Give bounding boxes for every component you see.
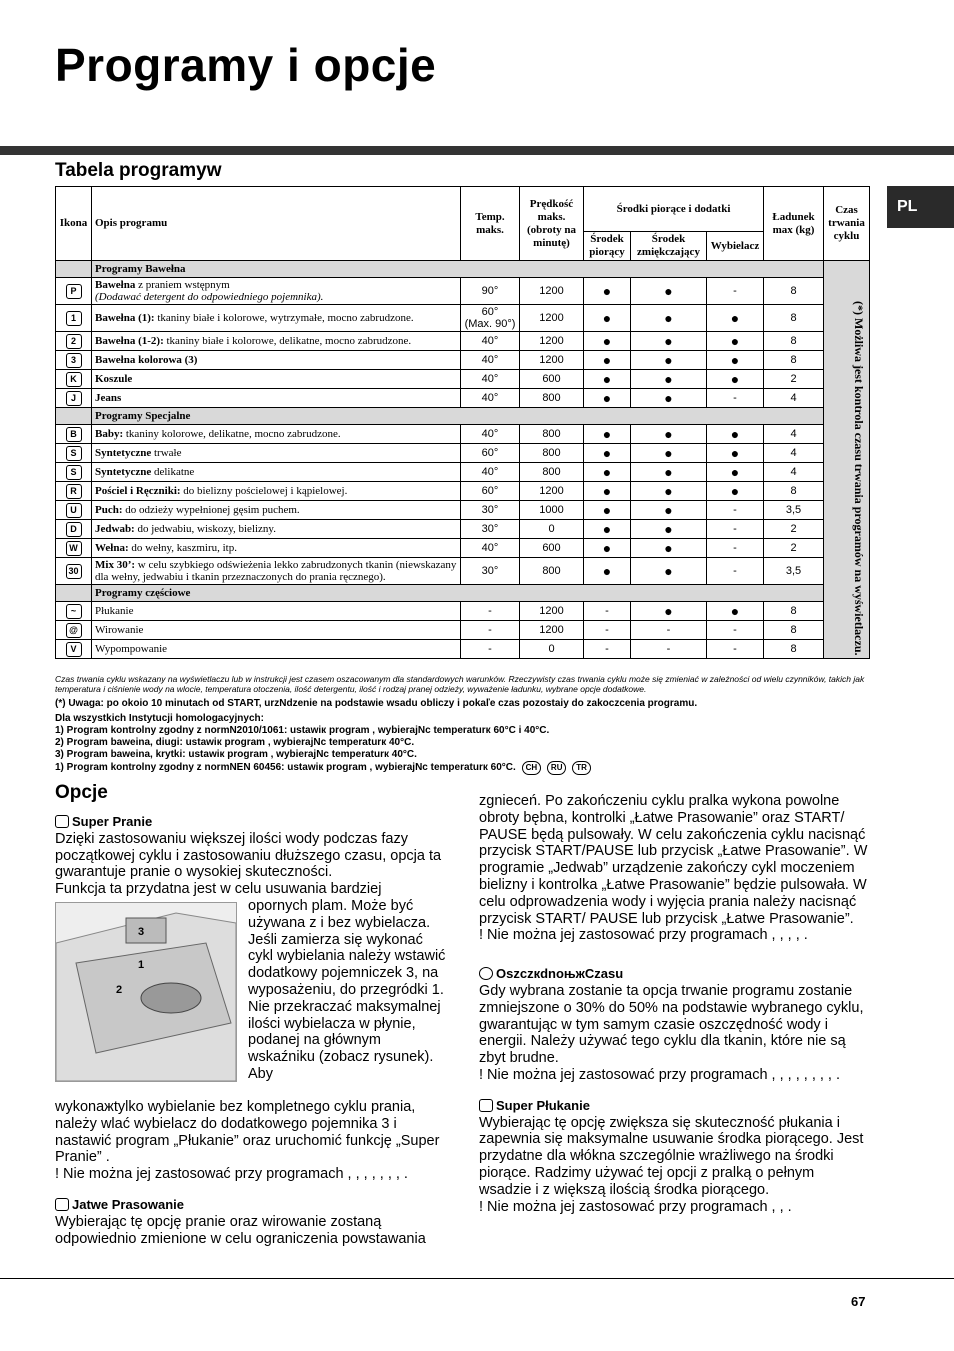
homologation-line: 1) Program kontrolny zgodny z normN2010/1061: ustawiк program , wybierajNc temperaturк 60°C i 40°C.	[55, 725, 550, 736]
temp-value: 30°	[481, 523, 499, 535]
softener-cell: -	[631, 640, 707, 659]
country-badge: CH	[522, 761, 542, 775]
program-name: Jedwab:	[95, 523, 135, 535]
program-icon: @	[66, 623, 82, 638]
detergent-cell: ●	[584, 558, 631, 585]
program-name: Jeans	[95, 392, 122, 404]
program-icon: ~	[66, 604, 82, 619]
bleach-cell: -	[707, 520, 764, 539]
super-rinse-heading: Super Płukanie	[496, 1097, 590, 1113]
bleach-cell: -	[707, 558, 764, 585]
program-icon-cell	[56, 621, 92, 640]
detergent-cell: ●	[584, 389, 631, 408]
program-name: Bawełna kolorowa (3)	[95, 354, 198, 366]
temp-value: 60°	[481, 306, 499, 318]
detergent-cell: ●	[584, 482, 631, 501]
bleach-cell: ●	[707, 351, 764, 370]
bottom-divider	[0, 1278, 954, 1279]
homologation-block	[55, 713, 591, 775]
temp-value: 30°	[481, 565, 499, 577]
softener-cell: ●	[631, 305, 707, 332]
temp-cell	[461, 539, 520, 558]
table-row	[56, 278, 870, 305]
speed-cell: 1200	[520, 351, 584, 370]
super-wash-text-wrap: opornych plam. Może być używana z i bez wybielacza. Jeśli zamierza się wykonać cykl wybielania należy wstawić dodatkowy pojemniczek 3, na wyposażeniu, do przegródki 1. Nie przekraczać maksymalnej ilości wybielacza w płynie, podanej na głównym wskaźniku (zobacz rysunek). Aby	[248, 898, 446, 1082]
super-rinse-warning: ! Nie można jej zastosować przy programach , , .	[479, 1198, 792, 1215]
program-name: Syntetyczne	[95, 447, 152, 459]
program-description	[92, 370, 461, 389]
temp-value: 40°	[481, 373, 499, 385]
table-row	[56, 640, 870, 659]
program-description	[92, 463, 461, 482]
temp-cell	[461, 351, 520, 370]
table-row	[56, 444, 870, 463]
program-icon: K	[66, 372, 82, 387]
program-description	[92, 389, 461, 408]
country-badge: RU	[547, 761, 567, 775]
program-icon: J	[66, 391, 82, 406]
temp-value: 60°	[481, 485, 499, 497]
table-row	[56, 482, 870, 501]
softener-cell: ●	[631, 520, 707, 539]
detergent-cell: ●	[584, 332, 631, 351]
softener-cell: ●	[631, 389, 707, 408]
header-agents: Środki piorące i dodatki	[584, 187, 764, 232]
detergent-cell: -	[584, 602, 631, 621]
temp-cell	[461, 602, 520, 621]
speed-cell: 1200	[520, 482, 584, 501]
program-icon-cell	[56, 278, 92, 305]
program-text: Wirowanie	[95, 624, 144, 636]
program-description	[92, 444, 461, 463]
program-text: Wypompowanie	[95, 643, 168, 655]
program-icon: 3	[66, 353, 82, 368]
speed-cell: 0	[520, 520, 584, 539]
time-saver-heading: OszczкdnoњжCzasu	[496, 966, 624, 982]
duration-note: Czas trwania cyklu wskazany na wyświetlaczu lub w instrukcji jest czasem oszacowanym dla standardowych warunków. Rzeczywisty czas trwania cyklu może się zmieniać w zależności od wielu czynników, takich jak temperatura i ciśnienie wody na wlocie, temperatura otoczenia, ilość detergentu, ilość i rodzaj pranej odzieży, wyważenie ładunku, wybrane opcje dodatkowe.	[55, 674, 865, 694]
program-icon-cell	[56, 305, 92, 332]
table-row	[56, 332, 870, 351]
bleach-cell: -	[707, 278, 764, 305]
program-text: do wełny, kaszmiru, itp.	[128, 542, 237, 554]
program-icon: D	[66, 522, 82, 537]
softener-cell: ●	[631, 444, 707, 463]
temp-max: (Max. 90°)	[464, 318, 516, 330]
speed-cell: 0	[520, 640, 584, 659]
speed-cell: 800	[520, 425, 584, 444]
speed-cell: 800	[520, 463, 584, 482]
program-icon-cell	[56, 332, 92, 351]
temp-cell	[461, 501, 520, 520]
top-divider	[0, 146, 954, 155]
speed-cell: 600	[520, 539, 584, 558]
table-row	[56, 351, 870, 370]
softener-cell: ●	[631, 332, 707, 351]
easy-iron-text: zgnieceń. Po zakończeniu cyklu pralka wykona powolne obroty bębna, kontrolki „Łatwe Prasowanie” oraz START/ PAUSE będą pulsowały. W celu zakończenia cyklu nacisnąć przycisk START/PAUSE lub przycisk „Łatwe Prasowanie”. W programie „Jedwab” urządzenie zakończy cykl moczeniem bielizny i kontrolka „Łatwe Prasowanie” będzie pulsowała. W celu odprowadzenia wody i wyjęcia prania należy nacisnąć przycisk START/ PAUSE lub przycisk „Łatwe Prasowanie”.	[479, 793, 868, 927]
program-icon-cell	[56, 602, 92, 621]
program-description	[92, 305, 461, 332]
super-wash-text: Funkcja ta przydatna jest w celu usuwania bardziej	[55, 881, 382, 898]
temp-value: 40°	[481, 428, 499, 440]
section-title: Programy Specjalne	[92, 408, 824, 425]
speed-cell: 1200	[520, 305, 584, 332]
temp-value: -	[488, 643, 492, 655]
section-icon-cell	[56, 408, 92, 425]
speed-cell: 1200	[520, 602, 584, 621]
load-cell: 3,5	[764, 501, 824, 520]
detergent-cell: -	[584, 621, 631, 640]
super-wash-heading: Super Pranie	[72, 814, 153, 829]
easy-iron-text: Wybierając tę opcję pranie oraz wirowanie zostaną odpowiednio zmienione w celu ograniczenia powstawania	[55, 1213, 426, 1247]
header-desc: Opis programu	[92, 187, 461, 261]
speed-cell: 1200	[520, 621, 584, 640]
super-wash-text: wykonaжtylko wybielanie bez kompletnego cyklu prania, należy wlać wybielacz do dodatkowego pojemnika 3 i nastawić program „Płukanie” oraz uruchomić funkcję „Super Pranie” .	[55, 1099, 440, 1166]
table-row	[56, 389, 870, 408]
program-icon-cell	[56, 482, 92, 501]
detergent-cell: ●	[584, 305, 631, 332]
label-1: 1	[138, 959, 145, 971]
temp-cell	[461, 640, 520, 659]
program-text: tkaniny białe i kolorowe, delikatne, mocno zabrudzone.	[163, 335, 412, 347]
temp-value: 40°	[481, 392, 499, 404]
program-name: Wełna:	[95, 542, 129, 554]
bleach-cell: -	[707, 640, 764, 659]
bleach-cell: ●	[707, 332, 764, 351]
table-row	[56, 558, 870, 585]
super-rinse-icon	[479, 1099, 493, 1112]
load-cell: 8	[764, 602, 824, 621]
load-cell: 8	[764, 305, 824, 332]
load-cell: 8	[764, 351, 824, 370]
bleach-cell: -	[707, 539, 764, 558]
program-icon-cell	[56, 463, 92, 482]
softener-cell: ●	[631, 351, 707, 370]
softener-cell: ●	[631, 278, 707, 305]
temp-value: -	[488, 605, 492, 617]
speed-cell: 1200	[520, 332, 584, 351]
temp-value: 40°	[481, 354, 499, 366]
program-name: Puch:	[95, 504, 123, 516]
program-description	[92, 351, 461, 370]
options-right-column	[479, 793, 869, 1215]
temp-cell	[461, 425, 520, 444]
detergent-cell: ●	[584, 520, 631, 539]
bleach-cell: -	[707, 621, 764, 640]
label-2: 2	[116, 984, 123, 996]
program-icon: S	[66, 465, 82, 480]
detergent-cell: ●	[584, 351, 631, 370]
header-icon: Ikona	[56, 187, 92, 261]
temp-cell	[461, 621, 520, 640]
table-row	[56, 425, 870, 444]
label-3: 3	[138, 926, 145, 938]
temp-cell	[461, 389, 520, 408]
table-row	[56, 539, 870, 558]
softener-cell: ●	[631, 602, 707, 621]
bleach-cell: -	[707, 501, 764, 520]
program-description	[92, 520, 461, 539]
header-detergent: Środek piorący	[584, 232, 631, 261]
temp-value: 60°	[481, 447, 499, 459]
program-description	[92, 482, 461, 501]
language-tab: PL	[887, 186, 954, 228]
load-cell: 2	[764, 370, 824, 389]
super-rinse-text: Wybierając tę opcję zwiększa się skuteczność płukania i zapewnia się maksymalne usuwanie środka piorącego. Jest przydatne dla włókna szczególnie wrażliwego na środki piorące. Radzimy używać tej opcji z pralką o pełnym wsadzie i z większą ilością środka piorącego.	[479, 1114, 864, 1198]
super-wash-text: Dzięki zastosowaniu większej ilości wody podczas fazy początkowej cyklu i zastosowaniu dłuższego czasu, opcja ta gwarantuje pranie o wysokiej skuteczności.	[55, 830, 442, 881]
program-name: Bawełna (1-2):	[95, 335, 164, 347]
program-icon: 1	[66, 311, 82, 326]
program-description	[92, 558, 461, 585]
duration-side-note: (*) Możliwa jest kontrola czasu trwania programów na wyświetlaczu.	[824, 261, 870, 659]
program-name: Koszule	[95, 373, 133, 385]
temp-cell	[461, 558, 520, 585]
program-icon-cell	[56, 351, 92, 370]
program-name: Bawełna (1):	[95, 312, 155, 324]
program-text: delikatne	[151, 466, 195, 478]
detergent-cell: ●	[584, 444, 631, 463]
bleach-cell: ●	[707, 444, 764, 463]
temp-value: 40°	[481, 335, 499, 347]
temp-value: -	[488, 624, 492, 636]
load-cell: 8	[764, 640, 824, 659]
program-description	[92, 539, 461, 558]
detergent-cell: ●	[584, 278, 631, 305]
section-title: Programy Bawełna	[92, 261, 824, 278]
program-description	[92, 640, 461, 659]
header-time: Czas trwania cyklu	[824, 187, 870, 261]
program-description	[92, 278, 461, 305]
header-speed: Prędkość maks. (obroty na minutę)	[520, 187, 584, 261]
easy-iron-warning: ! Nie można jej zastosować przy programach , , , , .	[479, 927, 808, 944]
program-icon: P	[66, 284, 82, 299]
header-softener: Środek zmiękczający	[631, 232, 707, 261]
options-left-column-bottom	[55, 1099, 445, 1247]
warning-note: (*) Uwaga: po okoio 10 minutach od START, urzNdzenie na podstawie wsadu obliczy i pokaľe czas pozostaiy do zakoczcenia programu.	[55, 698, 698, 709]
header-bleach: Wybielacz	[707, 232, 764, 261]
table-row	[56, 305, 870, 332]
program-table	[55, 186, 870, 659]
temp-cell	[461, 332, 520, 351]
load-cell: 8	[764, 482, 824, 501]
speed-cell: 800	[520, 444, 584, 463]
speed-cell: 800	[520, 558, 584, 585]
softener-cell: ●	[631, 463, 707, 482]
program-text: do jedwabiu, wiskozy, bielizny.	[134, 523, 276, 535]
program-description	[92, 602, 461, 621]
program-name: Mix 30’:	[95, 559, 136, 571]
section-row	[56, 408, 870, 425]
super-wash-warning: ! Nie można jej zastosować przy programach , , , , , , , .	[55, 1166, 408, 1183]
load-cell: 8	[764, 332, 824, 351]
temp-value: 40°	[481, 466, 499, 478]
speed-cell: 600	[520, 370, 584, 389]
load-cell: 4	[764, 463, 824, 482]
section-row	[56, 585, 870, 602]
table-row	[56, 520, 870, 539]
page-title: Programy i opcje	[55, 39, 437, 91]
speed-cell: 1200	[520, 278, 584, 305]
program-description	[92, 621, 461, 640]
program-icon: 2	[66, 334, 82, 349]
detergent-cell: ●	[584, 370, 631, 389]
detergent-cell: ●	[584, 425, 631, 444]
program-name: Bawełna	[95, 279, 136, 291]
program-text: do odzieży wypełnionej gęsim puchem.	[122, 504, 300, 516]
load-cell: 2	[764, 539, 824, 558]
program-icon: V	[66, 642, 82, 657]
time-saver-warning: ! Nie można jej zastosować przy programach , , , , , , , , .	[479, 1066, 841, 1083]
header-load: Ładunek max (kg)	[764, 187, 824, 261]
section-row	[56, 261, 870, 278]
program-description	[92, 425, 461, 444]
country-badge: TR	[572, 761, 591, 775]
detergent-cell: ●	[584, 501, 631, 520]
load-cell: 4	[764, 389, 824, 408]
homologation-line: 2) Program baweina, diugi: ustawiк program , wybierajNc temperaturк 40°C.	[55, 737, 415, 748]
homologation-line: 1) Program kontrolny zgodny z normNEN 60456: ustawiк program , wybierajNc temperaturк 60°C. CH RU TR	[55, 761, 591, 775]
temp-cell	[461, 444, 520, 463]
table-row	[56, 370, 870, 389]
page-number: 67	[851, 1294, 866, 1309]
homologation-title: Dla wszystkich Instytucji homologacyjnych:	[55, 713, 264, 724]
section-icon-cell	[56, 585, 92, 602]
program-icon-cell	[56, 389, 92, 408]
program-icon: U	[66, 503, 82, 518]
bleach-cell: ●	[707, 482, 764, 501]
time-saver-text: Gdy wybrana zostanie ta opcja trwanie programu zostanie zmniejszone o 30% do 50% na podstawie wybranego cyklu, gwarantując w tym samym czasie oszczędność wody i energii. Należy używać tego cyklu dla tkanin, które nie są zbyt brudne.	[479, 982, 864, 1067]
program-icon-cell	[56, 539, 92, 558]
program-name: Pościel i Ręczniki:	[95, 485, 181, 497]
program-icon-cell	[56, 501, 92, 520]
options-title: Opcje	[55, 782, 108, 803]
program-name: Syntetyczne	[95, 466, 152, 478]
homologation-line: 3) Program baweina, krytki: ustawiк program , wybierajNc temperaturк 40°C.	[55, 749, 417, 760]
speed-cell: 800	[520, 389, 584, 408]
bleach-cell: ●	[707, 305, 764, 332]
program-icon-cell	[56, 370, 92, 389]
softener-cell: ●	[631, 482, 707, 501]
speed-cell: 1000	[520, 501, 584, 520]
program-name: Baby:	[95, 428, 124, 440]
program-icon-cell	[56, 444, 92, 463]
program-description	[92, 332, 461, 351]
temp-cell	[461, 278, 520, 305]
temp-value: 30°	[481, 504, 499, 516]
program-text: tkaniny kolorowe, delikatne, mocno zabrudzone.	[123, 428, 341, 440]
program-text: Płukanie	[95, 605, 134, 617]
load-cell: 3,5	[764, 558, 824, 585]
program-icon: 30	[66, 564, 82, 579]
program-icon-cell	[56, 558, 92, 585]
temp-value: 90°	[481, 285, 499, 297]
table-row	[56, 501, 870, 520]
load-cell: 2	[764, 520, 824, 539]
softener-cell: ●	[631, 558, 707, 585]
header-temp: Temp. maks.	[461, 187, 520, 261]
softener-cell: -	[631, 621, 707, 640]
program-table-body	[56, 261, 870, 659]
detergent-cell: ●	[584, 463, 631, 482]
load-cell: 8	[764, 621, 824, 640]
program-icon: B	[66, 427, 82, 442]
super-wash-icon	[55, 815, 69, 828]
load-cell: 4	[764, 444, 824, 463]
program-note: (Dodawać detergent do odpowiedniego pojemnika).	[95, 291, 324, 303]
table-row	[56, 602, 870, 621]
detergent-cell: ●	[584, 539, 631, 558]
bleach-cell: -	[707, 389, 764, 408]
bleach-cell: ●	[707, 463, 764, 482]
program-text: tkaniny białe i kolorowe, wytrzymałe, mocno zabrudzone.	[154, 312, 414, 324]
dispenser-drawer-image	[55, 902, 237, 1082]
temp-cell	[461, 463, 520, 482]
table-title: Tabela programyw	[55, 160, 222, 181]
program-text: do bielizny pościelowej i kąpielowej.	[180, 485, 348, 497]
program-text: z praniem wstępnym	[135, 279, 230, 291]
table-row	[56, 621, 870, 640]
easy-iron-heading: Jatwe Prasowanie	[72, 1196, 184, 1212]
program-description	[92, 501, 461, 520]
section-title: Programy częściowe	[92, 585, 824, 602]
table-row	[56, 463, 870, 482]
easy-iron-icon	[55, 1198, 69, 1211]
bleach-cell: ●	[707, 370, 764, 389]
softener-cell: ●	[631, 425, 707, 444]
program-icon: S	[66, 446, 82, 461]
temp-value: 40°	[481, 542, 499, 554]
program-icon: R	[66, 484, 82, 499]
softener-cell: ●	[631, 539, 707, 558]
softener-cell: ●	[631, 370, 707, 389]
detergent-cell: -	[584, 640, 631, 659]
time-saver-icon	[479, 967, 493, 980]
softener-cell: ●	[631, 501, 707, 520]
program-icon-cell	[56, 425, 92, 444]
bleach-cell: ●	[707, 425, 764, 444]
load-cell: 8	[764, 278, 824, 305]
load-cell: 4	[764, 425, 824, 444]
temp-cell	[461, 305, 520, 332]
section-icon-cell	[56, 261, 92, 278]
program-icon-cell	[56, 520, 92, 539]
temp-cell	[461, 370, 520, 389]
options-left-column	[55, 814, 445, 898]
program-icon-cell	[56, 640, 92, 659]
temp-cell	[461, 520, 520, 539]
program-text: trwałe	[151, 447, 182, 459]
temp-cell	[461, 482, 520, 501]
program-text: w celu szybkiego odświeżenia lekko zabrudzonych tkanin (niewskazany dla wełny, jedwabiu i tkanin przeznaczonych do prania ręcznego).	[95, 559, 457, 583]
bleach-cell: ●	[707, 602, 764, 621]
program-icon: W	[66, 541, 82, 556]
